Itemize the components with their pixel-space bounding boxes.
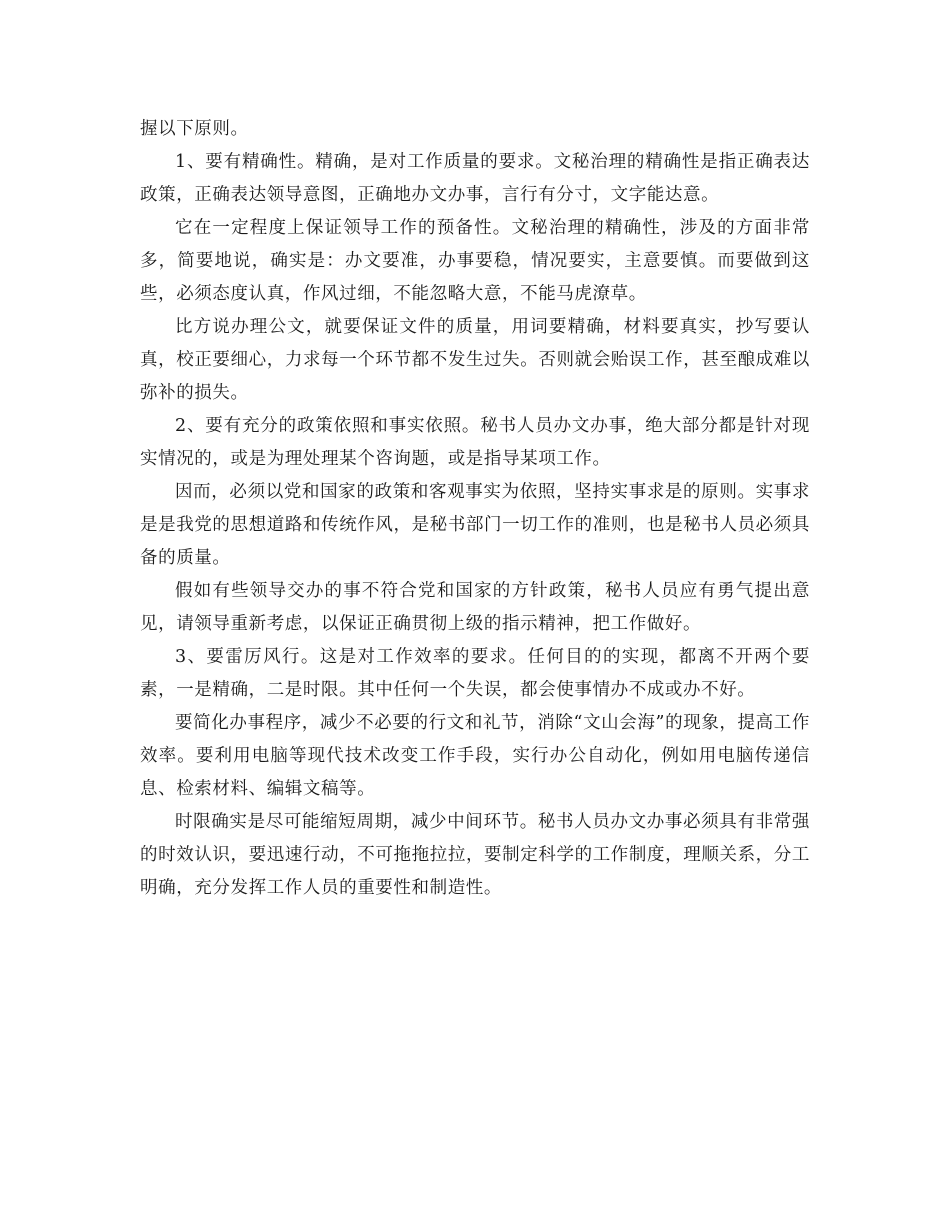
paragraph: 假如有些领导交办的事不符合党和国家的方针政策，秘书人员应有勇气提出意见，请领导重新考虑，以保证正确贯彻上级的指示精神，把工作做好。 (140, 581, 810, 634)
paragraph: 比方说办理公文，就要保证文件的质量，用词要精确，材料要真实，抄写要认真，校正要细心，力求每一个环节都不发生过失。否则就会贻误工作，甚至酿成难以弥补的损失。 (140, 317, 810, 403)
paragraph: 要简化办事程序，减少不必要的行文和礼节，消除“文山会海”的现象，提高工作效率。要利用电脑等现代技术改变工作手段，实行办公自动化，例如用电脑传递信息、检索材料、编辑文稿等。 (140, 713, 810, 799)
paragraph: 因而，必须以党和国家的政策和客观事实为依照，坚持实事求是的原则。实事求是是我党的思想道路和传统作风，是秘书部门一切工作的准则，也是秘书人员必须具备的质量。 (140, 482, 810, 568)
paragraph: 它在一定程度上保证领导工作的预备性。文秘治理的精确性，涉及的方面非常多，简要地说，确实是：办文要准，办事要稳，情况要实，主意要慎。而要做到这些，必须态度认真，作风过细，不能忽略大意，不能马虎潦草。 (140, 218, 810, 304)
paragraph-principle-2: 2、要有充分的政策依照和事实依照。秘书人员办文办事，绝大部分都是针对现实情况的，或是为理处理某个咨询题，或是指导某项工作。 (140, 416, 810, 469)
paragraph-principle-3: 3、要雷厉风行。这是对工作效率的要求。任何目的的实现，都离不开两个要素，一是精确，二是时限。其中任何一个失误，都会使事情办不成或办不好。 (140, 647, 810, 700)
document-body (140, 113, 810, 905)
paragraph-continuation: 握以下原则。 (140, 119, 249, 139)
paragraph: 时限确实是尽可能缩短周期，减少中间环节。秘书人员办文办事必须具有非常强的时效认识，要迅速行动，不可拖拖拉拉，要制定科学的工作制度，理顺关系，分工明确，充分发挥工作人员的重要性和制造性。 (140, 812, 810, 898)
paragraph-principle-1: 1、要有精确性。精确，是对工作质量的要求。文秘治理的精确性是指正确表达政策，正确表达领导意图，正确地办文办事，言行有分寸，文字能达意。 (140, 152, 810, 205)
